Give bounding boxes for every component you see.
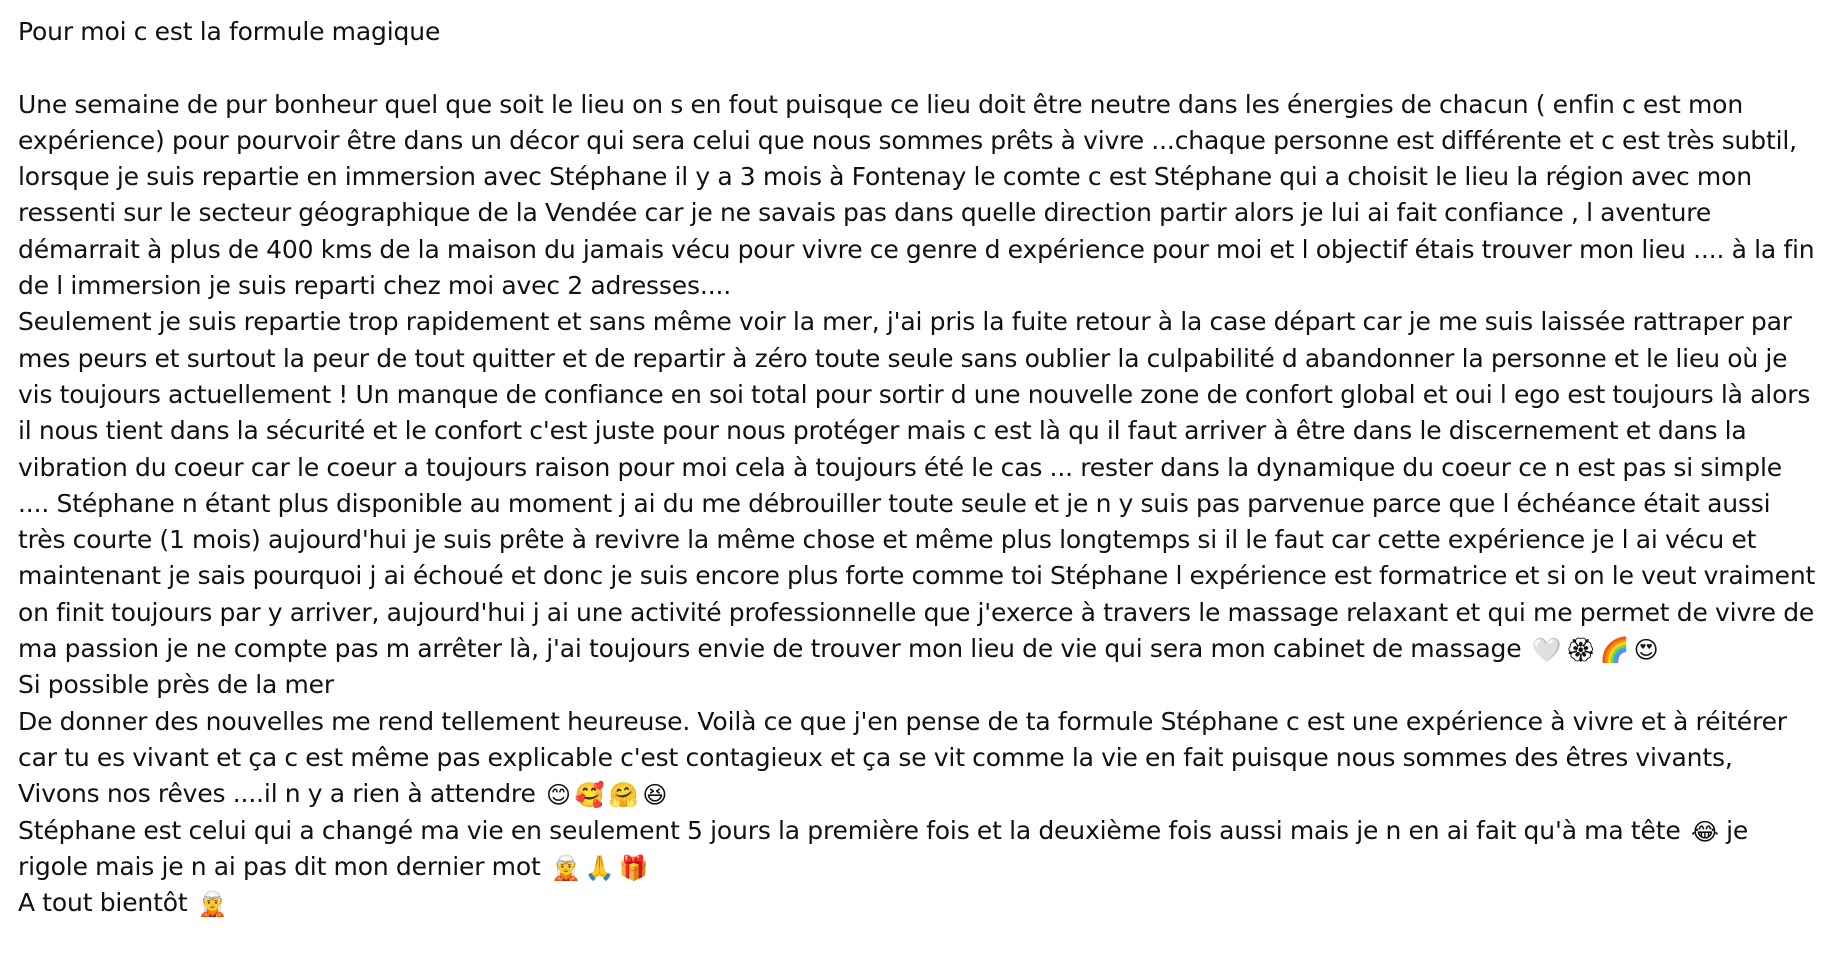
paragraph-2-text: Seulement je suis repartie trop rapidement et sans même voir la mer, j'ai pris la fuite retour à la case départ car je me suis laissée rattraper par mes peurs et surtout la peur de tout quitter et de repartir à zéro toute seule sans oublier la culpabilité d abandonner la personne et le lieu où je vis toujours actuellement ! Un manque de confiance en soi total pour sortir d une nouvelle zone de confort global et oui l ego est toujours là alors il nous tient dans la sécurité et le confort c'est juste pour nous protéger mais c est là qu il faut arriver à être dans le discernement et dans la vibration du coeur car le coeur a toujours raison pour moi cela à toujours été le cas ... rester dans la dynamique du coeur ce n est pas si simple .... Stéphane n étant plus disponible au moment j ai du me débrouiller toute seule et je n y suis pas parvenue parce que l échéance était aussi très courte (1 mois) aujourd'hui je suis prête à revivre la même chose et même plus longtemps si il le faut car cette expérience je l ai vécu et maintenant je sais pourquoi j ai échoué et donc je suis encore plus forte comme toi Stéphane l expérience est formatrice et si on le veut vraiment on finit toujours par y arriver, aujourd'hui j ai une activité professionnelle que j'exerce à travers le massage relaxant et qui me permet de vivre de ma passion je ne compte pas m arrêter là, j'ai toujours envie de trouver mon lieu de vie qui sera mon cabinet de massage [18,307,1816,664]
elf-icon: 🧝 [197,890,228,919]
rosette-icon: 🏵 [1565,636,1596,665]
post-body [18,14,1818,921]
paragraph-6-text: A tout bientôt [18,888,188,918]
smiling-face-icon: 😊 [546,781,571,810]
paragraph-1: Une semaine de pur bonheur quel que soit le lieu on s en fout puisque ce lieu doit être neutre dans les énergies de chacun ( enfin c est mon expérience) pour pourvoir être dans un décor qui sera celui que nous sommes prêts à vivre ...chaque personne est différente et c est très subtil, lorsque je suis repartie en immersion avec Stéphane il y a 3 mois à Fontenay le comte c est Stéphane qui a choisit le lieu la région avec mon ressenti sur le secteur géographique de la Vendée car je ne savais pas dans quelle direction partir alors je lui ai fait confiance , l aventure démarrait à plus de 400 kms de la maison du jamais vécu pour vivre ce genre d expérience pour moi et l objectif étais trouver mon lieu .... à la fin de l immersion je suis reparti chez moi avec 2 adresses.... [18,89,1815,301]
post-title: Pour moi c est la formule magique [18,17,441,46]
paragraph-4 [18,704,1818,813]
paragraph-5-text-b: je rigole mais je n ai pas dit mon dernier mot [18,815,1749,881]
paragraph-3: Si possible près de la mer [18,670,335,700]
paragraph-5 [18,813,1818,886]
smiling-hearts-icon: 🥰 [574,781,605,810]
paragraph-6 [18,885,1818,921]
white-heart-icon: 🤍 [1531,636,1562,665]
hugging-face-icon: 🤗 [608,781,639,810]
paragraph-2 [18,304,1818,667]
laughing-face-icon: 😆 [642,781,668,810]
tears-of-joy-icon: 😂 [1690,817,1719,846]
paragraph-5-text-a: Stéphane est celui qui a changé ma vie en seulement 5 jours la première fois et la deuxième fois aussi mais je n en ai fait qu'à ma tête [18,815,1681,845]
elf-icon: 🧝 [550,853,581,882]
heart-eyes-icon: 😍 [1633,636,1659,665]
paragraph-4-text: De donner des nouvelles me rend tellement heureuse. Voilà ce que j'en pense de ta formule Stéphane c est une expérience à vivre et à réitérer car tu es vivant et ça c est même pas explicable c'est contagieux et ça se vit comme la vie en fait puisque nous sommes des êtres vivants, Vivons nos rêves ....il n y a rien à attendre [18,706,1787,809]
gift-icon: 🎁 [618,853,649,882]
praying-hands-icon: 🙏 [584,853,615,882]
rainbow-icon: 🌈 [1599,636,1630,665]
